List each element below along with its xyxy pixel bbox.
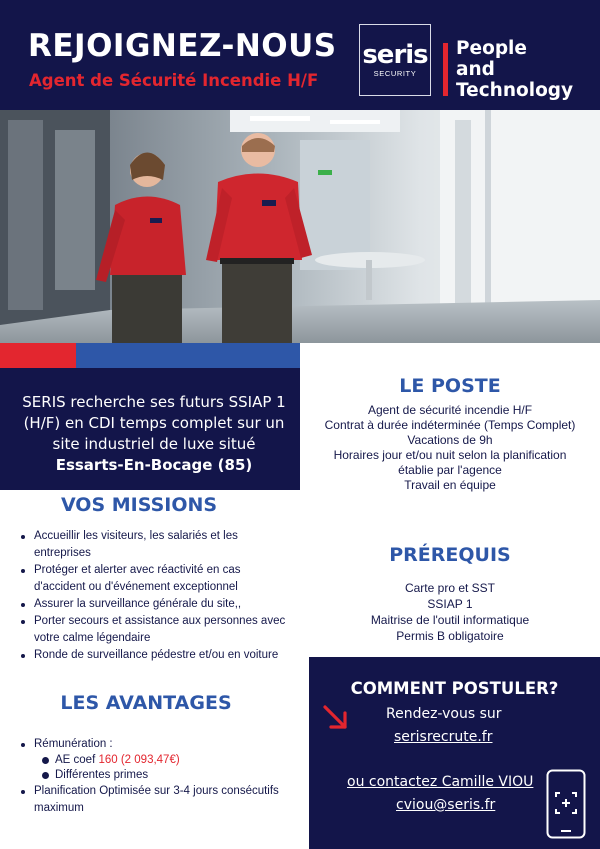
avantages-title: LES AVANTAGES: [60, 692, 232, 714]
poste-title: LE POSTE: [399, 375, 501, 397]
phone-scan-icon: [546, 769, 586, 839]
tagline: [456, 38, 573, 101]
intro-block: [0, 368, 300, 490]
security-agents-photo: [0, 110, 600, 343]
prerequis-details: [300, 580, 600, 644]
tagline-line-2: and: [456, 59, 495, 80]
coef-prefix: AE coef: [55, 754, 99, 766]
apply-box: [309, 657, 600, 849]
sub-list-item: Différentes primes: [34, 768, 286, 783]
apply-website-link[interactable]: serisrecrute.fr: [394, 729, 493, 745]
arrow-down-right-icon: [321, 703, 351, 733]
email-link[interactable]: cviou@seris.fr: [396, 797, 496, 813]
avantages-section: [0, 692, 300, 817]
tagline-line-1: People: [456, 38, 527, 59]
tagline-line-3: Technology: [456, 80, 574, 101]
apply-title: COMMENT POSTULER?: [350, 679, 559, 698]
prerequis-line: Carte pro et SST: [404, 581, 496, 595]
contact-link[interactable]: ou contactez Camille VIOU: [347, 774, 534, 790]
hero-photo: [0, 110, 600, 343]
remuneration-sublist: [34, 753, 286, 783]
list-item: Porter secours et assistance aux personnes avec votre calme légendaire: [0, 613, 300, 647]
sub-list-item: [34, 753, 286, 768]
coef-value: 160 (2 093,47€): [98, 754, 180, 766]
prerequis-section: [300, 544, 600, 644]
list-item: Ronde de surveillance pédestre et/ou en voiture: [0, 647, 300, 664]
prerequis-line: Maitrise de l'outil informatique: [370, 613, 530, 627]
logo-wordmark: seris: [362, 39, 428, 70]
list-item: Accueillir les visiteurs, les salariés et les entreprises: [0, 528, 300, 562]
poste-details: [300, 403, 600, 493]
intro-text: SERIS recherche ses futurs SSIAP 1 (H/F) en CDI temps complet sur un site industriel de luxe situé: [22, 393, 286, 453]
prerequis-title: PRÉREQUIS: [389, 544, 511, 566]
poste-section: [300, 368, 600, 493]
job-subtitle: Agent de Sécurité Incendie H/F: [29, 71, 319, 90]
blue-strip: [76, 343, 300, 368]
poste-line: Contrat à durée indéterminée (Temps Complet): [324, 418, 576, 432]
poste-line: Horaires jour et/ou nuit selon la planification: [333, 448, 567, 462]
intro-location: Essarts-En-Bocage (85): [55, 456, 253, 474]
missions-list: [0, 528, 300, 664]
prerequis-line: Permis B obligatoire: [396, 629, 504, 643]
list-item: Planification Optimisée sur 3-4 jours consécutifs maximum: [0, 783, 300, 817]
red-strip: [0, 343, 76, 368]
red-accent-bar: [443, 43, 448, 96]
logo-subtext: SECURITY: [373, 68, 417, 78]
avantages-list: [0, 736, 300, 817]
missions-section: [0, 494, 300, 664]
header-banner: [0, 0, 600, 110]
seris-logo: [359, 24, 431, 96]
poste-line: établie par l'agence: [398, 463, 502, 477]
poste-line: Vacations de 9h: [407, 433, 493, 447]
poste-line: Agent de sécurité incendie H/F: [367, 403, 533, 417]
apply-instruction: Rendez-vous sur: [386, 706, 502, 722]
list-item: Assurer la surveillance générale du site,,: [0, 596, 300, 613]
remuneration-label: Rémunération :: [34, 738, 113, 750]
poste-line: Travail en équipe: [404, 478, 496, 492]
prerequis-line: SSIAP 1: [427, 597, 473, 611]
list-item: [0, 736, 300, 783]
list-item: Protéger et alerter avec réactivité en cas d'accident ou d'événement exceptionnel: [0, 562, 300, 596]
page-title: REJOIGNEZ-NOUS: [28, 28, 337, 64]
missions-title: VOS MISSIONS: [60, 494, 218, 516]
